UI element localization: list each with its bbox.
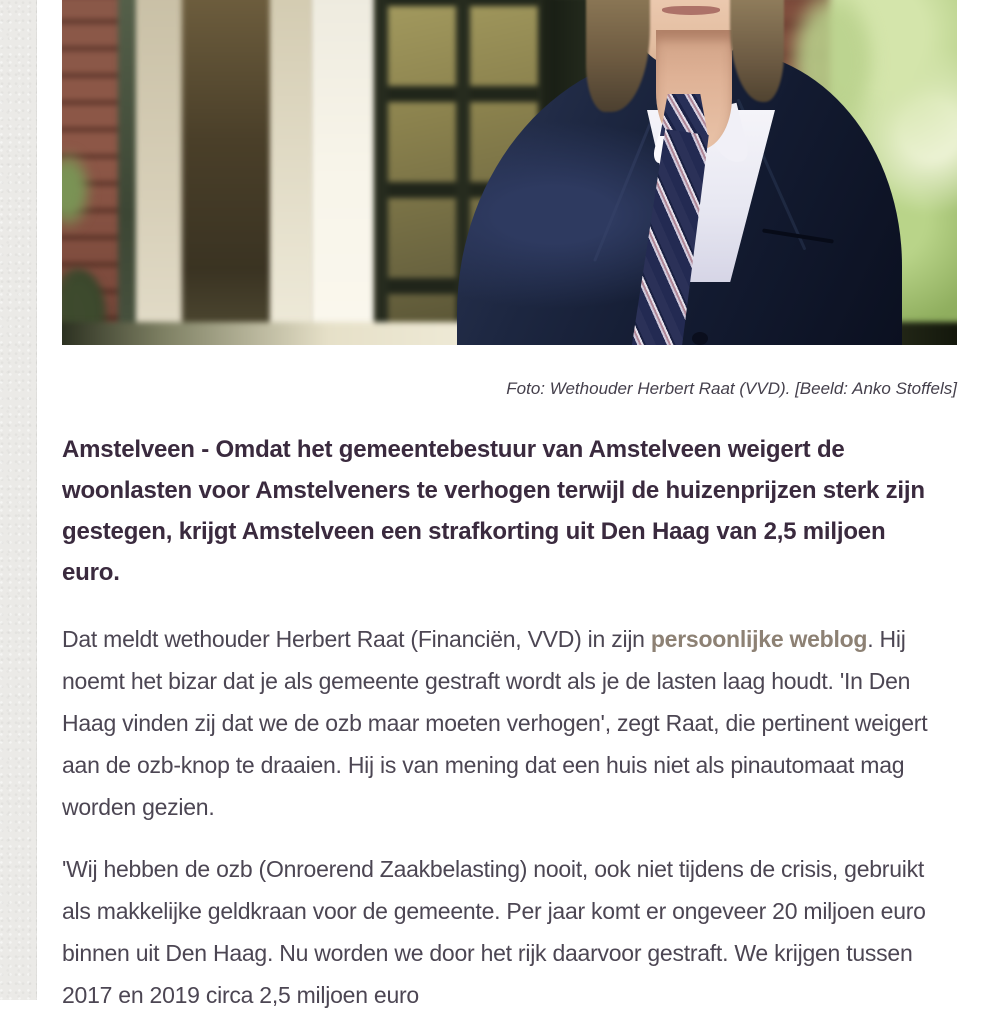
photo-sunlit-wall bbox=[312, 0, 376, 345]
photo-dark-window bbox=[182, 0, 274, 345]
article-paragraph-2: 'Wij hebben de ozb (Onroerend Zaakbelasting) nooit, ook niet tijdens de crisis, gebruikt als makkelijke geldkraan voor de gemeente. Per jaar komt er ongeveer 20 miljoen euro binnen uit Den Haag. Nu worden we door het rijk daarvoor gestraft. We krijgen tussen 2017 en 2019 circa 2,5 miljoen euro bbox=[62, 856, 926, 1008]
article-intro: Amstelveen - Omdat het gemeentebestuur van Amstelveen weigert de woonlasten voor Amstelveners te verhogen terwijl de huizenprijzen sterk zijn gestegen, krijgt Amstelveen een strafkorting uit Den Haag van 2,5 miljoen euro. bbox=[62, 436, 925, 586]
article-paragraph-1 bbox=[62, 618, 952, 828]
man-suit-button bbox=[692, 332, 708, 345]
article-photo bbox=[62, 0, 957, 345]
man-mouth bbox=[662, 6, 720, 15]
photo-cream-wall bbox=[270, 0, 314, 345]
photo-cream-pillar bbox=[136, 0, 186, 345]
weblog-link[interactable]: persoonlijke weblog bbox=[650, 626, 868, 652]
page-left-gutter bbox=[0, 0, 37, 1000]
photo-caption: Foto: Wethouder Herbert Raat (VVD). [Beeld: Anko Stoffels] bbox=[506, 379, 957, 398]
paragraph-text-before-link: Dat meldt wethouder Herbert Raat (Financiën, VVD) in zijn bbox=[62, 626, 651, 652]
article bbox=[38, 0, 1000, 1008]
paragraph-text-after-link: . Hij noemt het bizar dat je als gemeente gestraft wordt als je de lasten laag houdt. 'In Den Haag vinden zij dat we de ozb maar moeten verhogen', zegt Raat, die pertinent weigert aan de ozb-knop te draaien. Hij is van mening dat een huis niet als pinautomaat mag worden gezien. bbox=[62, 626, 928, 820]
